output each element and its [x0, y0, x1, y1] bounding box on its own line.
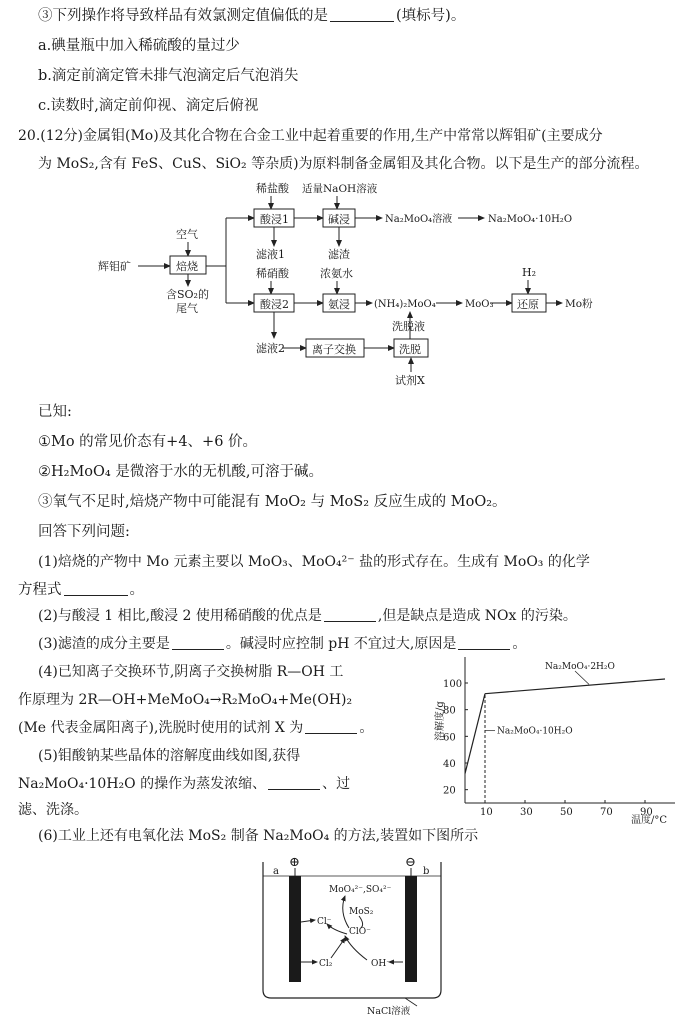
reagent-x-label: 试剂X: [395, 374, 425, 387]
answer-blank-5[interactable]: [305, 719, 357, 734]
answer-blank-2[interactable]: [324, 607, 376, 622]
air-label: 空气: [176, 228, 198, 241]
y-tick-label: 60: [443, 732, 456, 744]
sub-q1: (1)焙烧的产物中 Mo 元素主要以 MoO₃、MoO₄²⁻ 盐的形式存在。生成有 MoO₃ 的化学: [38, 554, 590, 570]
option-b: b.滴定前滴定管未排气泡滴定后气泡消失: [38, 68, 299, 84]
acid1-label: 酸浸1: [260, 213, 289, 226]
sub-q5: (5)钼酸钠某些晶体的溶解度曲线如图,获得: [38, 748, 301, 764]
sub-q1-cont: 方程式 。: [18, 582, 144, 598]
electrode-a-label: a: [273, 866, 279, 877]
anode-electrode: [289, 876, 301, 982]
answer-blank-6[interactable]: [268, 775, 320, 790]
answer-blank-3[interactable]: [172, 635, 224, 650]
x-tick-label: 10: [480, 807, 493, 818]
so2-label-2: 尾气: [176, 302, 198, 315]
electrolysis-cell: [255, 852, 455, 1018]
anode-symbol: ⊕: [289, 855, 300, 870]
y-tick-label: 40: [443, 759, 456, 770]
line-q3: ③下列操作将导致样品有效氯测定值偏低的是 (填标号)。: [38, 8, 466, 24]
mo-powder-label: Mo粉: [565, 298, 593, 310]
option-c: c.读数时,滴定前仰视、滴定后俯视: [38, 98, 259, 114]
reduce-label: 还原: [517, 298, 539, 311]
mos2-label: MoS₂: [349, 907, 374, 917]
nacl-label: NaCl溶液: [367, 1006, 411, 1017]
cathode-symbol: ⊖: [405, 855, 416, 870]
question-20-stem-2: 为 MoS₂,含有 FeS、CuS、SiO₂ 等杂质)为原料制备金属钼及其化合物。以下是生产的部分流程。: [38, 156, 649, 172]
naoh-label: 适量NaOH溶液: [302, 183, 378, 195]
raw-ore-label: 辉钼矿: [98, 260, 131, 273]
acid2-label: 酸浸2: [260, 298, 289, 311]
y-tick-label: 20: [443, 785, 456, 797]
solubility-chart: [425, 655, 687, 833]
chart-xlabel: 温度/°C: [631, 815, 668, 826]
process-flow-diagram: [90, 178, 650, 393]
sub-q6: (6)工业上还有电氧化法 MoS₂ 制备 Na₂MoO₄ 的方法,装置如下图所示: [38, 828, 479, 844]
moo3-label: MoO₃: [465, 299, 494, 310]
sub-q5-cont: Na₂MoO₄·10H₂O 的操作为蒸发浓缩、 、过: [18, 776, 351, 792]
known-1: ①Mo 的常见价态有+4、+6 价。: [38, 434, 258, 450]
electrode-b-label: b: [423, 866, 430, 877]
series-line-2: [485, 679, 665, 694]
ion-exchange-label: 离子交换: [312, 343, 356, 356]
series-label-2-leader: [575, 671, 589, 684]
x-tick-label: 50: [560, 807, 573, 818]
answer-blank-1[interactable]: [64, 581, 128, 596]
series-label-1: Na₂MoO₄·10H₂O: [497, 726, 573, 737]
hno3-label: 稀硝酸: [256, 267, 289, 280]
sub-q5-cont-2: 滤、洗涤。: [18, 802, 88, 818]
cl2-label: Cl₂: [319, 959, 333, 969]
hcl-label: 稀盐酸: [256, 182, 289, 195]
alkali-label: 碱浸: [328, 213, 350, 226]
x-tick-label: 30: [520, 807, 533, 818]
na-solution-label: Na₂MoO₄溶液: [385, 214, 453, 225]
ammonium-molybdate-label: (NH₄)₂MoO₄: [374, 299, 436, 310]
answer-blank-4[interactable]: [458, 635, 510, 650]
cathode-electrode: [405, 876, 417, 982]
h2-label: H₂: [522, 266, 537, 279]
wash-liquid-label: 洗脱液: [392, 320, 425, 333]
na-crystal-label: Na₂MoO₄·10H₂O: [488, 214, 573, 225]
filtrate1-label: 滤液1: [256, 248, 285, 261]
residue-label: 滤渣: [328, 248, 350, 261]
known-heading: 已知:: [38, 404, 72, 420]
question-20-stem: 20.(12分)金属钼(Mo)及其化合物在合金工业中起着重要的作用,生产中常常以辉钼矿(主要成分: [18, 128, 603, 144]
nh3-label: 浓氨水: [320, 267, 353, 280]
option-a: a.碘量瓶中加入稀硫酸的量过少: [38, 38, 240, 54]
products-label: MoO₄²⁻,SO₄²⁻: [329, 885, 392, 895]
filtrate2-label: 滤液2: [256, 342, 285, 355]
roast-label: 焙烧: [176, 260, 198, 273]
series-label-2: Na₂MoO₄·2H₂O: [545, 662, 615, 672]
y-tick-label: 80: [443, 705, 456, 717]
clo-label: ClO⁻: [349, 927, 371, 937]
x-tick-label: 70: [600, 807, 613, 818]
answer-heading: 回答下列问题:: [38, 524, 130, 540]
so2-label: 含SO₂的: [166, 288, 209, 301]
cl-ion-label: Cl⁻: [317, 917, 332, 927]
sub-q4-cont: 作原理为 2R—OH+MeMoO₄→R₂MoO₄+Me(OH)₂: [18, 692, 353, 708]
chart-ylabel: 溶解度/g: [435, 701, 446, 741]
known-2: ②H₂MoO₄ 是微溶于水的无机酸,可溶于碱。: [38, 464, 323, 480]
ammonia-label: 氨浸: [328, 298, 350, 311]
x-tick-label: 90: [640, 807, 653, 818]
oh-label: OH⁻: [371, 959, 391, 969]
answer-blank[interactable]: [330, 7, 394, 22]
y-tick-label: 100: [443, 679, 463, 690]
sub-q4-cont-2: (Me 代表金属阳离子),洗脱时使用的试剂 X 为 。: [18, 720, 374, 736]
sub-q3: (3)滤渣的成分主要是 。碱浸时应控制 pH 不宜过大,原因是 。: [38, 636, 527, 652]
known-3: ③氧气不足时,焙烧产物中可能混有 MoO₂ 与 MoS₂ 反应生成的 MoO₂。: [38, 494, 507, 510]
sub-q2: (2)与酸浸 1 相比,酸浸 2 使用稀硝酸的优点是 ,但是缺点是造成 NOx 的污染。: [38, 608, 577, 624]
sub-q4: (4)已知离子交换环节,阴离子交换树脂 R—OH 工: [38, 664, 344, 680]
series-line-1: [465, 694, 485, 774]
elute-label: 洗脱: [399, 343, 421, 356]
